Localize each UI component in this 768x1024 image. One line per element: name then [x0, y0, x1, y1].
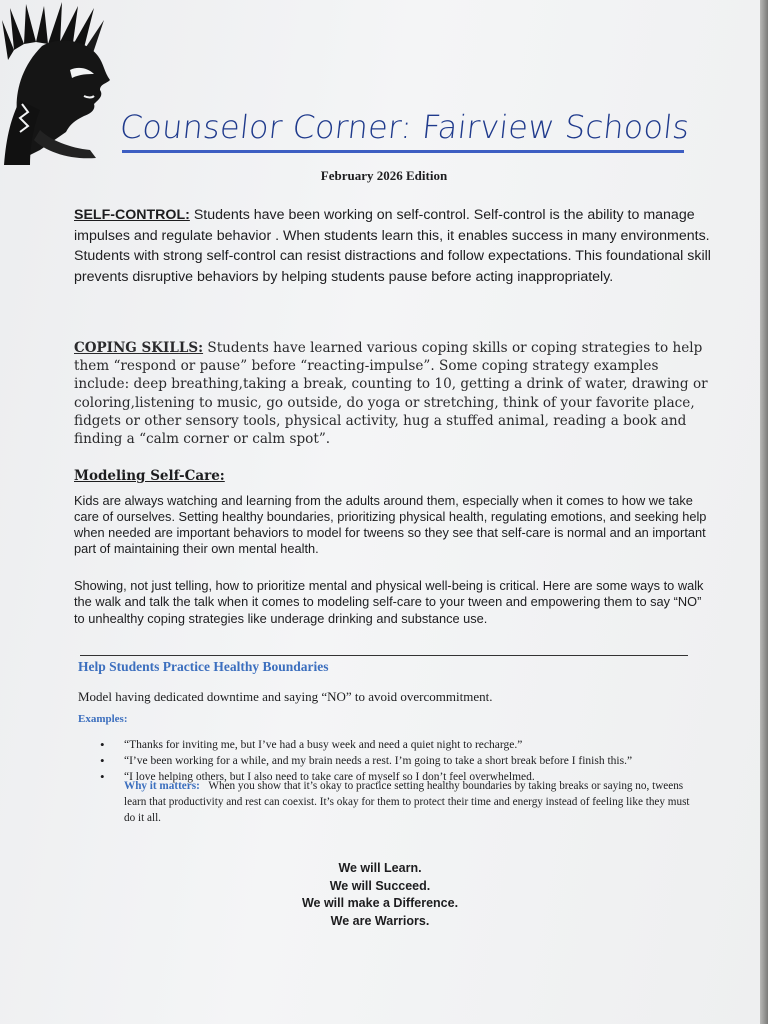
boundaries-intro: Model having dedicated downtime and saying “NO” to avoid overcommitment. [78, 689, 493, 704]
school-motto [0, 860, 760, 930]
self-control-section [74, 205, 714, 287]
motto-line: We are Warriors. [330, 913, 430, 928]
modeling-self-care-heading: Modeling Self-Care: [74, 468, 225, 484]
masthead [118, 100, 692, 160]
coping-skills-body: Students have learned various coping skills or coping strategies to help them “respond or pause” before “reacting-impulse”. Some coping strategy examples include: deep breathing,taking a break, counting to 10, getting a drink of water, drawing or coloring,listening to music, go outside, do yoga or stretching, think of your favorite place, fidgets or other sensory tools, physical activity, hug a stuffed animal, reading a book and finding a “calm corner or calm spot”. [74, 340, 708, 448]
warrior-mascot-logo [0, 0, 118, 165]
list-item: • “Thanks for inviting me, but I’ve had a busy week and need a quiet night to recharge.” [100, 737, 700, 753]
motto-line: We will Learn. [338, 861, 422, 875]
edition-label: February 2026 Edition [320, 168, 448, 183]
self-control-body: Students have been working on self-control. Self-control is the ability to manage impulses and regulate behavior . When students learn this, it enables success in many environments. Students with strong self-control can resist distractions and follow expectations. This foundational skill prevents disruptive behaviors by helping students pause before acting inappropriately. [74, 207, 711, 285]
masthead-title: Counselor Corner: Fairview Schools [118, 108, 692, 146]
section-divider [80, 655, 688, 656]
coping-skills-heading: COPING SKILLS: [74, 340, 204, 356]
masthead-underline [122, 150, 684, 153]
self-control-heading: SELF-CONTROL: [74, 207, 190, 223]
motto-line: We will Succeed. [329, 878, 431, 893]
modeling-self-care-body-2: Showing, not just telling, how to prioritize mental and physical well-being is critical. Here are some ways to walk the walk and talk the talk when it comes to modeling self-care to your tween and empowering them to say “NO” to unhealthy coping strategies like underage drinking and substance use. [74, 578, 704, 626]
why-it-matters [124, 778, 694, 826]
why-it-matters-label: Why it matters: [124, 780, 200, 792]
page-edge-shadow [760, 0, 768, 1024]
boundaries-heading: Help Students Practice Healthy Boundaries [78, 659, 329, 674]
modeling-self-care-body: Kids are always watching and learning from the adults around them, especially when it comes to how we take care of ourselves. Setting healthy boundaries, prioritizing physical health, regulating emotions, and seeking help when needed are important behaviors to model for tweens so they see that self-care is normal and an important part of maintaining their own mental health. [74, 492, 707, 557]
motto-line: We will make a Difference. [301, 896, 459, 910]
examples-label: Examples: [78, 713, 128, 725]
list-item: • “I love helping others, but I also need to take care of myself so I don’t feel overwhelmed. [100, 769, 700, 785]
why-it-matters-body: When you show that it’s okay to practice setting healthy boundaries by taking breaks or saying no, tweens learn that productivity and rest can coexist. It’s okay for them to protect their time and energy instead of feeling like they must do it all. [124, 780, 690, 824]
coping-skills-section [74, 339, 714, 448]
modeling-self-care-section [74, 466, 714, 558]
list-item: • “I’ve been working for a while, and my brain needs a rest. I’m going to take a short break before I finish this.” [100, 753, 700, 769]
